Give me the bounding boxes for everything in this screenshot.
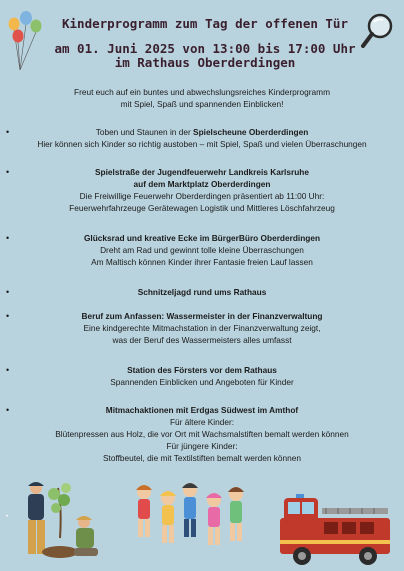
bullet: •: [6, 287, 10, 297]
item-heading: Toben und Staunen in der Spielscheune Oberderdingen: [95, 127, 309, 137]
item-line: Blütenpressen aus Holz, die vor Ort mit Wachsmalstiften bemalt werden können: [55, 429, 349, 439]
location-line: im Rathaus Oberderdingen: [114, 55, 296, 70]
intro-line: mit Spiel, Spaß und spannenden Einblicken!: [120, 99, 284, 109]
fire-truck-illustration: [276, 478, 394, 566]
program-item-foerster: [0, 364, 404, 388]
program-item-schnitzeljagd: [0, 286, 404, 298]
intro-text: [20, 86, 384, 110]
program-item-spielstrasse: [0, 166, 404, 214]
item-heading: Glücksrad und kreative Ecke im BürgerBüro Oberderdingen: [83, 233, 321, 243]
item-heading: auf dem Marktplatz Oberderdingen: [133, 179, 271, 189]
item-line: Eine kindgerechte Mitmachstation in der Finanzverwaltung zeigt,: [83, 323, 321, 333]
page-title: Kinderprogramm zum Tag der offenen Tür: [62, 16, 348, 31]
program-item-erdgas: [0, 404, 404, 464]
bullet: •: [6, 365, 10, 375]
item-line: Stoffbeutel, die mit Textilstiften bemalt werden können: [102, 453, 301, 463]
gardeners-illustration: [18, 478, 108, 566]
item-line: Am Maltisch können Kinder ihrer Fantasie freien Lauf lassen: [91, 257, 313, 267]
item-heading: Beruf zum Anfassen: Wassermeister in der Finanzverwaltung: [81, 311, 323, 321]
balloons-icon: [6, 10, 42, 72]
item-line: Für jüngere Kinder:: [166, 441, 238, 451]
header: [40, 16, 370, 70]
date-line: am 01. Juni 2025 von 13:00 bis 17:00 Uhr: [54, 41, 356, 56]
item-line: Hier können sich Kinder so richtig austoben – mit Spiel, Spaß und vielen Überraschungen: [37, 139, 367, 149]
bullet: •: [6, 127, 10, 137]
program-item-spielscheune: [0, 126, 404, 150]
intro-line: Freut euch auf ein buntes und abwechslungsreiches Kinderprogramm: [74, 87, 330, 97]
item-line: Für ältere Kinder:: [169, 417, 235, 427]
item-line: was der Beruf des Wassermeisters alles umfasst: [112, 335, 292, 345]
item-heading: Schnitzeljagd rund ums Rathaus: [137, 287, 267, 297]
bullet: •: [6, 167, 10, 177]
item-line: Spannenden Einblicken und Angeboten für Kinder: [110, 377, 294, 387]
item-line: Feuerwehrfahrzeuge Gerätewagen Logistik und Mittleres Löschfahrzeug: [69, 203, 335, 213]
bullet: •: [6, 405, 10, 415]
program-item-gluecksrad: [0, 232, 404, 268]
bullet: •: [6, 514, 9, 520]
item-line: Dreht am Rad und gewinnt tolle kleine Überraschungen: [100, 245, 304, 255]
item-line: Die Freiwillige Feuerwehr Oberderdingen präsentiert ab 11:00 Uhr:: [79, 191, 325, 201]
item-heading: Station des Försters vor dem Rathaus: [127, 365, 277, 375]
item-heading: Mitmachaktionen mit Erdgas Südwest im Amthof: [105, 405, 299, 415]
item-heading: Spielstraße der Jugendfeuerwehr Landkreis Karlsruhe: [95, 167, 309, 177]
bullet: •: [6, 233, 10, 243]
bullet: •: [6, 311, 10, 321]
program-item-wassermeister: [0, 310, 404, 346]
children-illustration: [130, 478, 248, 566]
